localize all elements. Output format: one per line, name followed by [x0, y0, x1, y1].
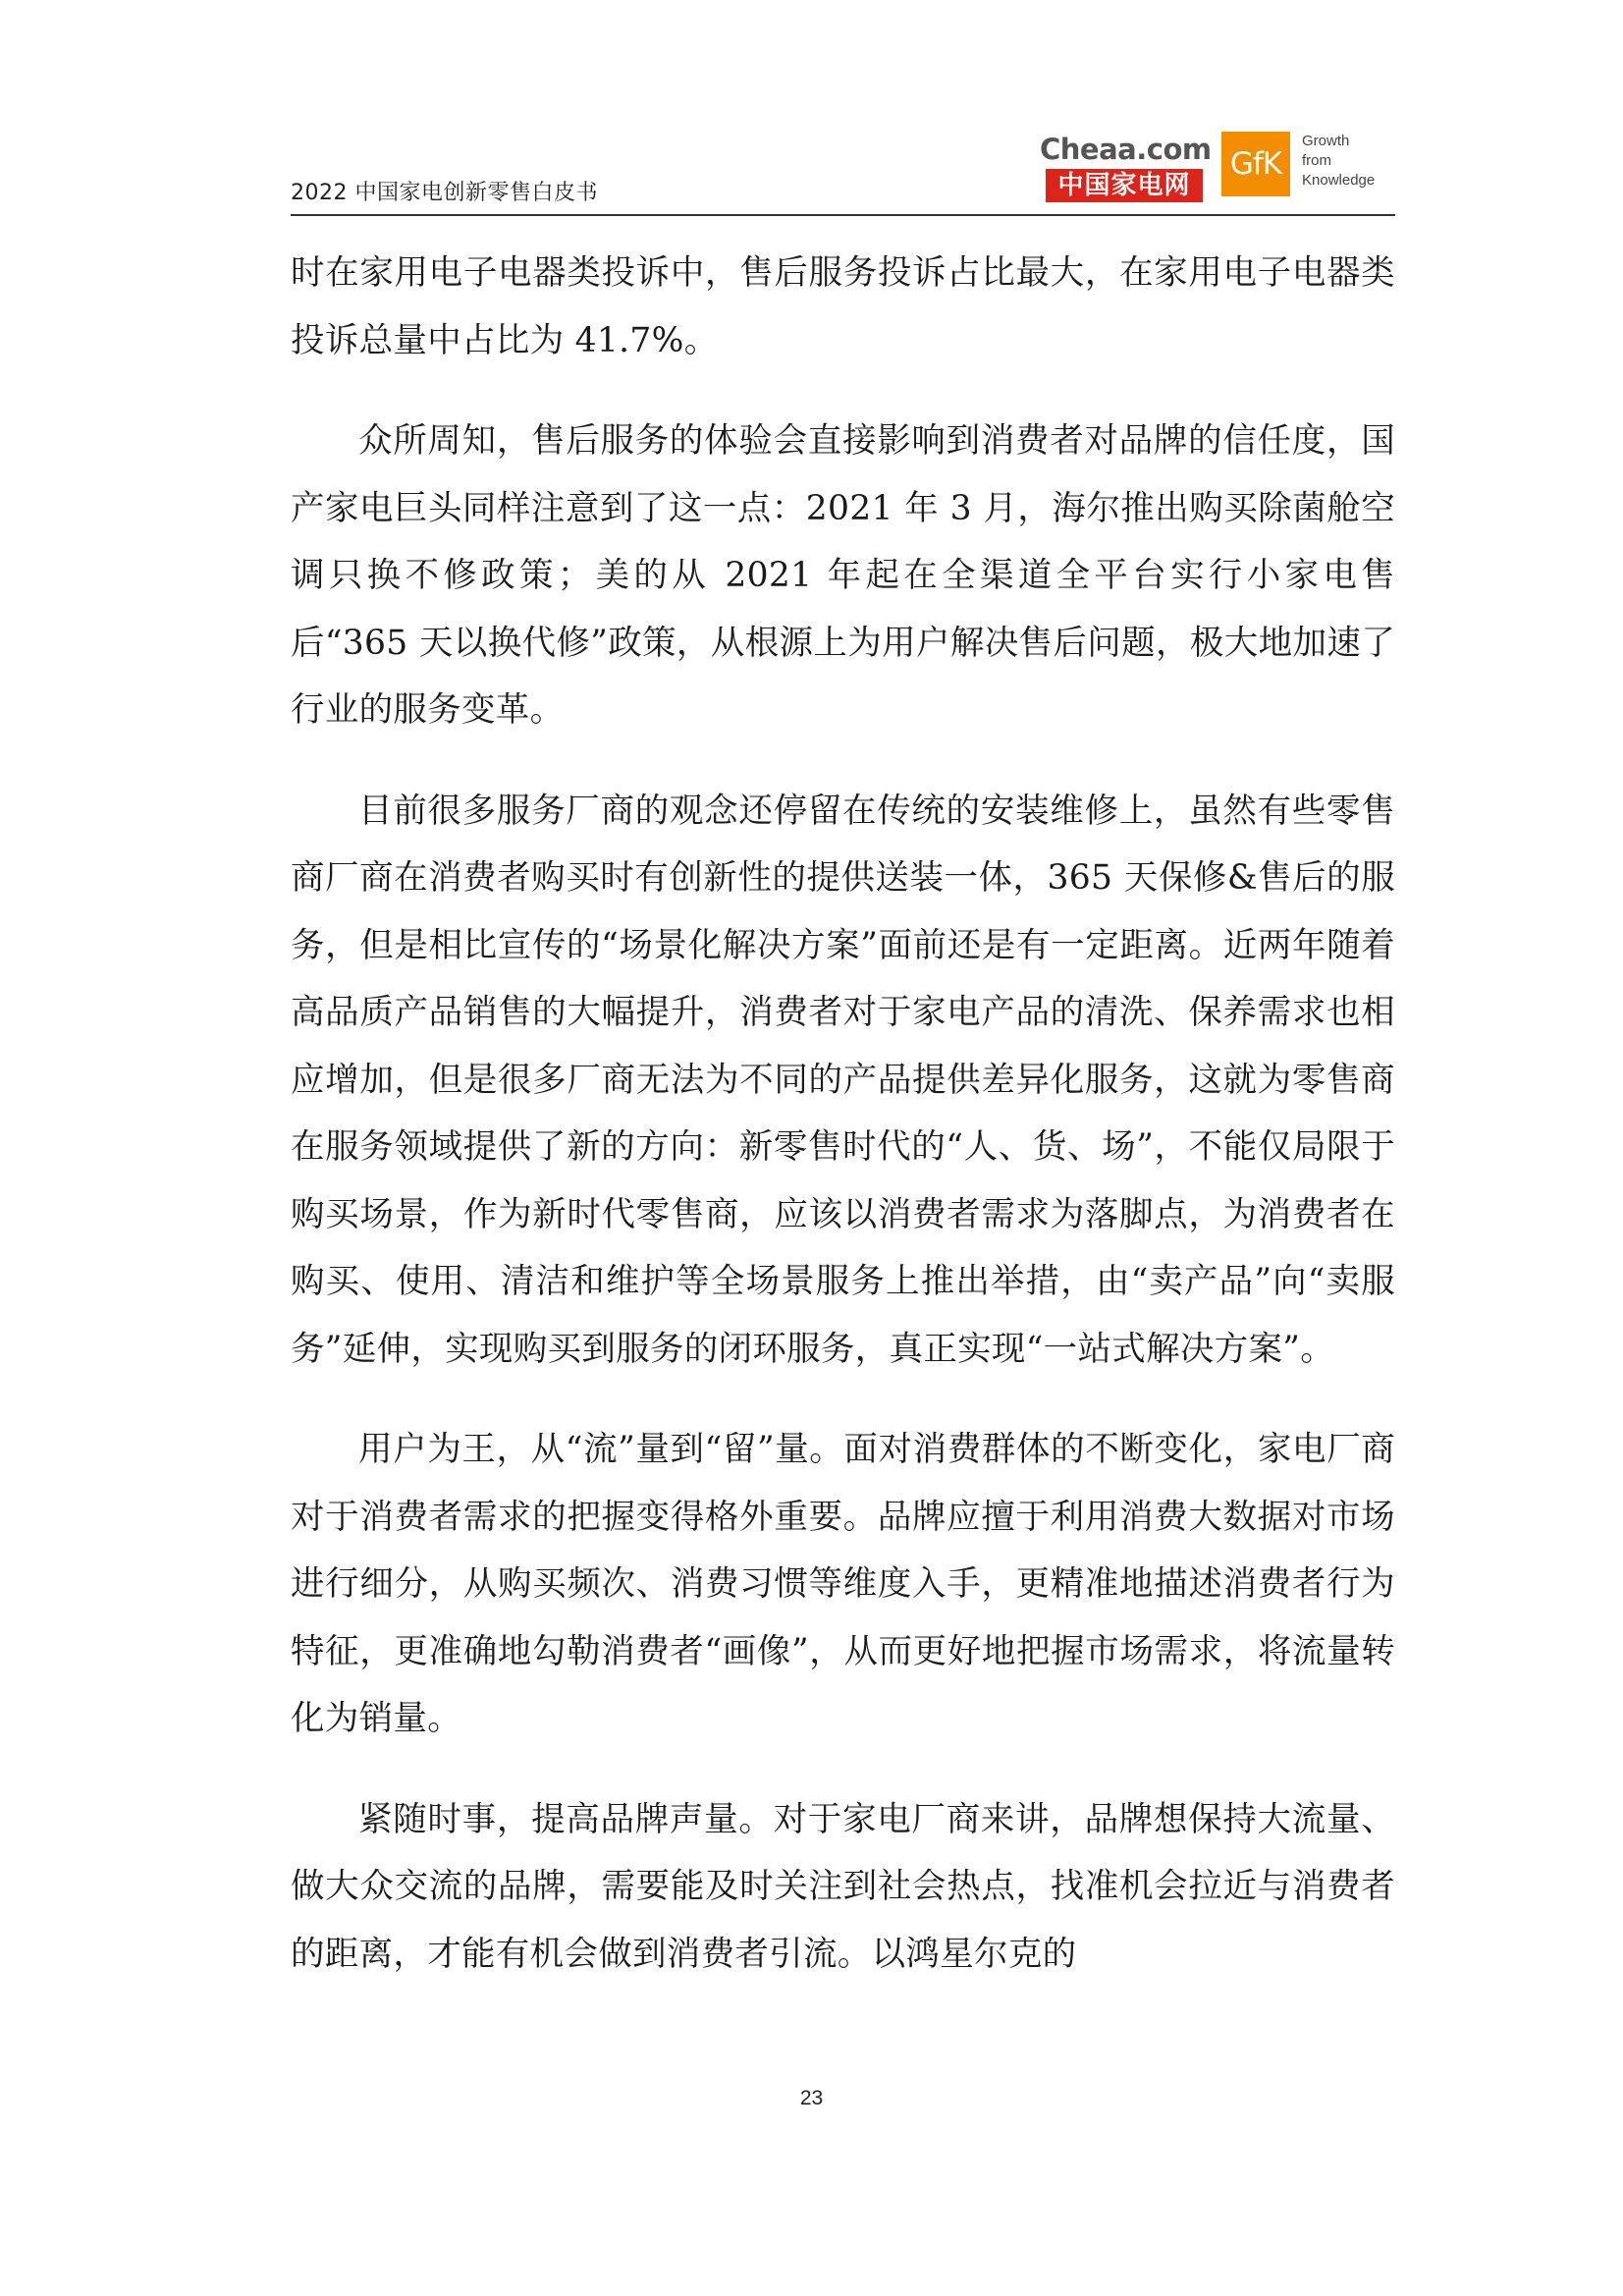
body-text: [291, 240, 1395, 2021]
paragraph-3: 目前很多服务厂商的观念还停留在传统的安装维修上，虽然有些零售商厂商在消费者购买时有创新性的提供送装一体，365 天保修&售后的服务，但是相比宣传的“场景化解决方案”面前还是有一定距离。近两年随着高品质产品销售的大幅提升，消费者对于家电产品的清洗、保养需求也相应增加，但是很多厂商无法为不同的产品提供差异化服务，这就为零售商在服务领域提供了新的方向：新零售时代的“人、货、场”，不能仅局限于购买场景，作为新时代零售商，应该以消费者需求为落脚点，为消费者在购买、使用、清洁和维护等全场景服务上推出举措，由“卖产品”向“卖服务”延伸，实现购买到服务的闭环服务，真正实现“一站式解决方案”。: [291, 791, 1395, 1369]
paragraph-1: 时在家用电子电器类投诉中，售后服务投诉占比最大，在家用电子电器类投诉总量中占比为 41.7%。: [291, 253, 1395, 360]
cheaa-logo-cn: 中国家电网: [1046, 169, 1203, 202]
page-header: [291, 128, 1395, 216]
gfk-logo: GfK: [1221, 132, 1290, 196]
paragraph-2: 众所周知，售后服务的体验会直接影响到消费者对品牌的信任度，国产家电巨头同样注意到了这一点：2021 年 3 月，海尔推出购买除菌舱空调只换不修政策；美的从 2021 年起在全渠道全平台实行小家电售后“365 天以换代修”政策，从根源上为用户解决售后问题，极大地加速了行业的服务变革。: [291, 421, 1395, 730]
cheaa-logo-text: Cheaa.com: [1040, 133, 1212, 166]
gfk-tagline-line-2: from: [1302, 152, 1331, 169]
paragraph-4: 用户为王，从“流”量到“留”量。面对消费群体的不断变化，家电厂商对于消费者需求的把握变得格外重要。品牌应擅于利用消费大数据对市场进行细分，从购买频次、消费习惯等维度入手，更精准地描述消费者行为特征，更准确地勾勒消费者“画像”，从而更好地把握市场需求，将流量转化为销量。: [291, 1430, 1395, 1738]
cheaa-logo: [1040, 133, 1212, 204]
paragraph-5: 紧随时事，提高品牌声量。对于家电厂商来讲，品牌想保持大流量、做大众交流的品牌，需要能及时关注到社会热点，找准机会拉近与消费者的距离，才能有机会做到消费者引流。以鸿星尔克的: [291, 1799, 1395, 1974]
gfk-tagline-line-3: Knowledge: [1302, 172, 1376, 189]
document-title: 2022 中国家电创新零售白皮书: [291, 181, 598, 205]
page-number: 23: [799, 2087, 824, 2109]
gfk-tagline-line-1: Growth: [1302, 133, 1350, 149]
gfk-tagline: [1302, 132, 1395, 191]
